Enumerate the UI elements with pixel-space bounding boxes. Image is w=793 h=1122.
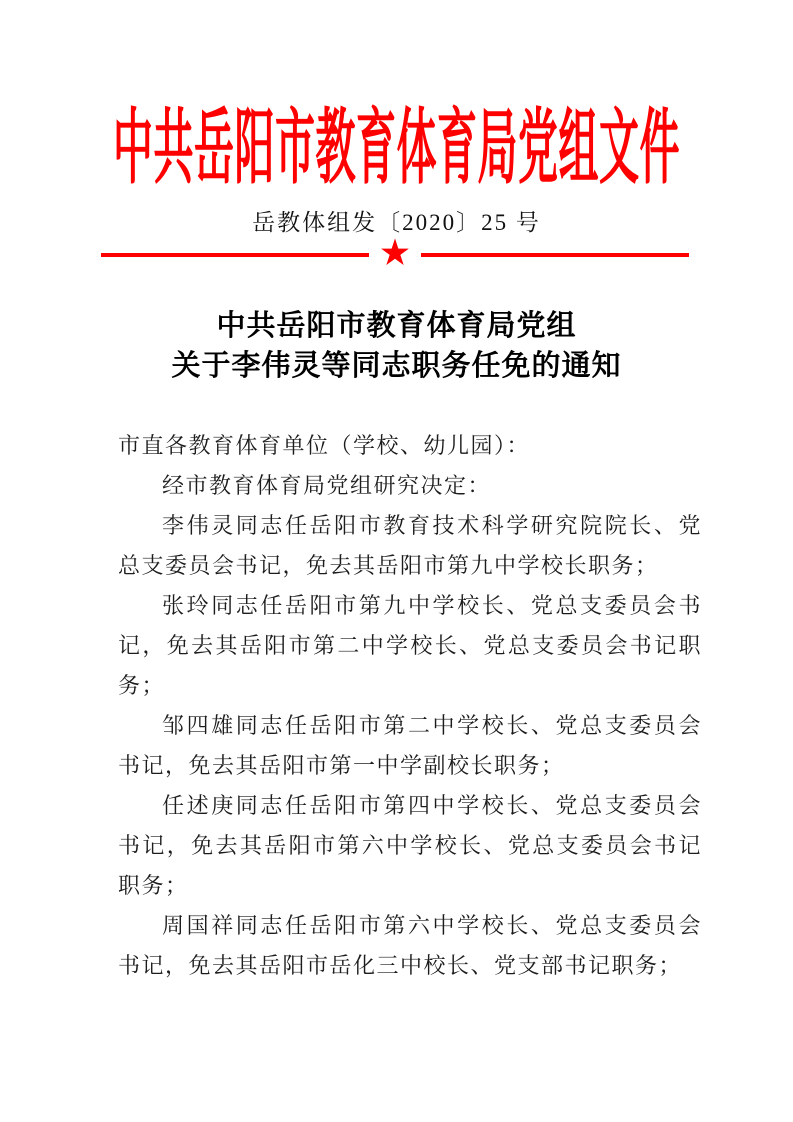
red-divider-rule [101,237,689,270]
divider-line-right [421,253,689,257]
letterhead-banner [0,91,793,194]
star-icon: ★ [380,237,410,270]
body-paragraph-decision: 经市教育体育局党组研究决定： [162,473,492,498]
document-reference-number: 岳教体组发〔2020〕25 号 [252,210,541,235]
body-paragraph-appointment-4: 任述庚同志任岳阳市第四中学校长、党总支委员会书记，免去其岳阳市第六中学校长、党总支委员会书记职务； [118,793,702,898]
document-body [118,426,702,986]
body-paragraph-appointment-1: 李伟灵同志任岳阳市教育技术科学研究院院长、党总支委员会书记，免去其岳阳市第九中学校长职务； [118,513,702,578]
document-title [0,306,793,386]
body-paragraph-appointment-3: 邹四雄同志任岳阳市第二中学校长、党总支委员会书记，免去其岳阳市第一中学副校长职务； [118,713,702,778]
body-paragraph-appointment-5: 周国祥同志任岳阳市第六中学校长、党总支委员会书记，免去其岳阳市岳化三中校长、党支部书记职务； [118,913,702,978]
divider-line-left [101,253,369,257]
document-title-line2: 关于李伟灵等同志职务任免的通知 [171,350,622,382]
document-title-line1: 中共岳阳市教育体育局党组 [216,310,577,342]
salutation-line: 市直各教育体育单位（学校、幼儿园）： [118,433,531,458]
letterhead-banner-title: 中共岳阳市教育体育局党组文件 [113,101,680,194]
body-paragraph-appointment-2: 张玲同志任岳阳市第九中学校长、党总支委员会书记，免去其岳阳市第二中学校长、党总支委员会书记职务； [118,593,702,698]
